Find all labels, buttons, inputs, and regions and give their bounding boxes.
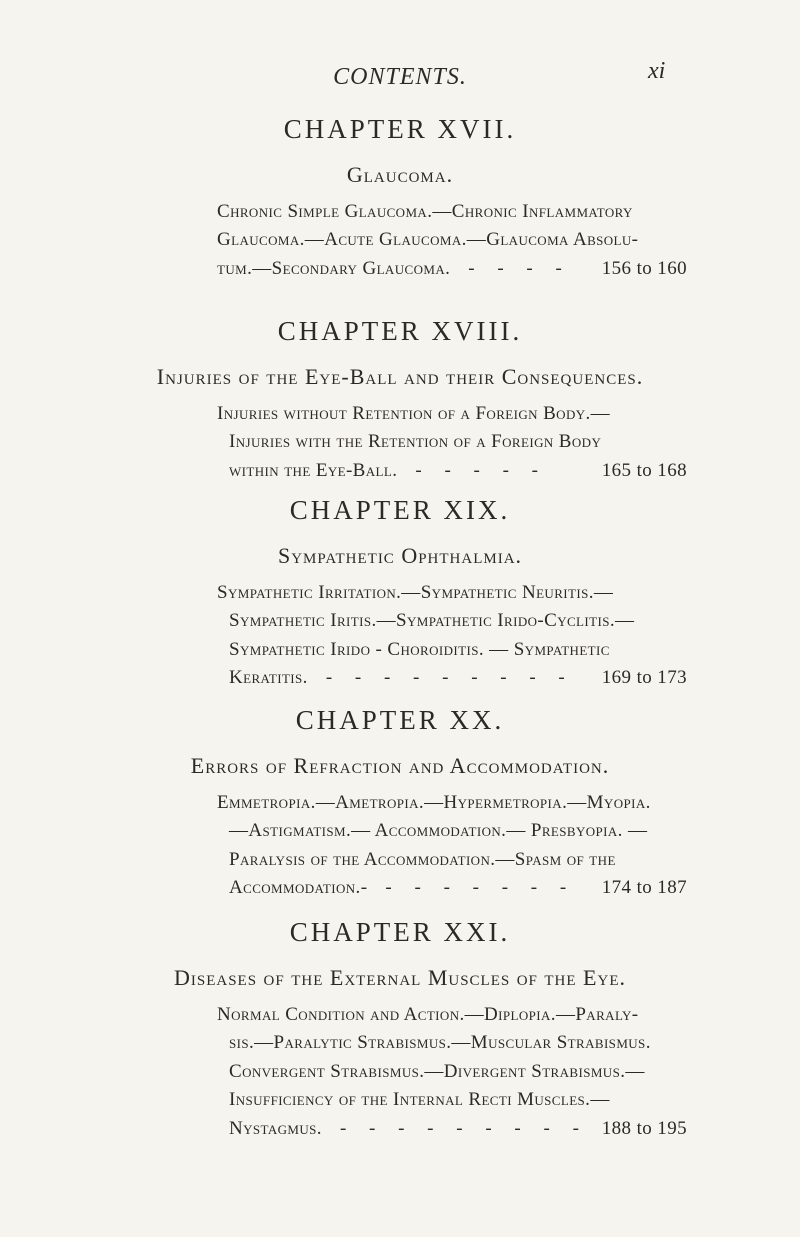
chapter-xxi	[0, 915, 800, 1143]
chapter-subtitle: Errors of Refraction and Accommodation.	[190, 753, 610, 778]
dot-leader: - - - - -	[415, 459, 548, 481]
entry-line: —Astigmatism.— Accommodation.— Presbyopia. —	[229, 820, 648, 842]
running-head-title: CONTENTS.	[333, 64, 467, 90]
chapter-heading: CHAPTER XXI.	[289, 917, 511, 947]
page-range: 174 to 187	[601, 877, 687, 899]
chapter-xx	[0, 703, 800, 903]
entry-line-last	[217, 874, 687, 902]
entry-line: Injuries with the Retention of a Foreign Body	[229, 431, 602, 453]
entry-line-last	[217, 457, 687, 485]
entry-line: Glaucoma.—Acute Glaucoma.—Glaucoma Absolu-	[217, 229, 639, 251]
dot-leader: - - - -	[468, 257, 571, 279]
dot-leader: - - - - - - -	[385, 877, 576, 899]
chapter-heading: CHAPTER XVIII.	[277, 316, 523, 346]
chapter-subtitle: Diseases of the External Muscles of the Eye.	[173, 965, 626, 990]
chapter-xviii	[0, 314, 800, 485]
entry-line: Paralysis of the Accommodation.—Spasm of the	[229, 848, 616, 870]
entry-line: Insufficiency of the Internal Recti Muscles.—	[229, 1089, 610, 1111]
page-number: xi	[648, 58, 666, 84]
running-head	[0, 58, 800, 102]
entry-line: Emmetropia.—Ametropia.—Hypermetropia.—Myopia.	[217, 792, 651, 813]
entry-line-text: Keratitis.	[229, 667, 308, 689]
chapter-subtitle: Sympathetic Ophthalmia.	[277, 543, 523, 568]
chapter-heading: CHAPTER XIX.	[289, 495, 511, 525]
entry-line-last	[217, 664, 687, 692]
entry-line: Normal Condition and Action.—Diplopia.—Paraly-	[217, 1004, 639, 1025]
chapter-subtitle: Injuries of the Eye-Ball and their Consequences.	[156, 364, 644, 389]
entry-line-last	[217, 255, 687, 283]
page-range: 156 to 160	[601, 257, 687, 279]
entry-line-text: tum.—Secondary Glaucoma.	[217, 257, 451, 279]
chapter-xvii	[0, 112, 800, 283]
dot-leader: - - - - - - - - -	[325, 667, 574, 689]
entry-line-text: Nystagmus.	[229, 1117, 322, 1139]
chapter-heading: CHAPTER XX.	[295, 705, 505, 735]
dot-leader: - - - - - - - - -	[339, 1117, 588, 1139]
chapter-entry	[217, 400, 687, 485]
page-range: 169 to 173	[601, 667, 687, 689]
entry-line: Sympathetic Irido - Choroiditis. — Sympathetic	[229, 638, 610, 660]
entry-line-text: Accommodation.-	[229, 877, 368, 899]
chapter-heading: CHAPTER XVII.	[283, 114, 517, 144]
entry-line: Sympathetic Iritis.—Sympathetic Irido-Cyclitis.—	[229, 610, 635, 632]
entry-line: Sympathetic Irritation.—Sympathetic Neuritis.—	[217, 582, 614, 603]
page-range: 188 to 195	[601, 1117, 687, 1139]
chapter-entry	[217, 789, 687, 903]
entry-line-last	[217, 1115, 687, 1143]
page-range: 165 to 168	[601, 459, 687, 481]
chapter-entry	[217, 579, 687, 693]
entry-line: Injuries without Retention of a Foreign Body.—	[217, 403, 611, 424]
entry-line: Convergent Strabismus.—Divergent Strabismus.—	[229, 1060, 645, 1082]
chapter-entry	[217, 1001, 687, 1143]
chapter-subtitle: Glaucoma.	[346, 162, 454, 187]
chapter-xix	[0, 493, 800, 693]
entry-line: sis.—Paralytic Strabismus.—Muscular Strabismus.	[229, 1032, 651, 1054]
entry-line: Chronic Simple Glaucoma.—Chronic Inflammatory	[217, 201, 633, 222]
entry-line-text: within the Eye-Ball.	[229, 459, 398, 481]
chapter-entry	[217, 198, 687, 283]
